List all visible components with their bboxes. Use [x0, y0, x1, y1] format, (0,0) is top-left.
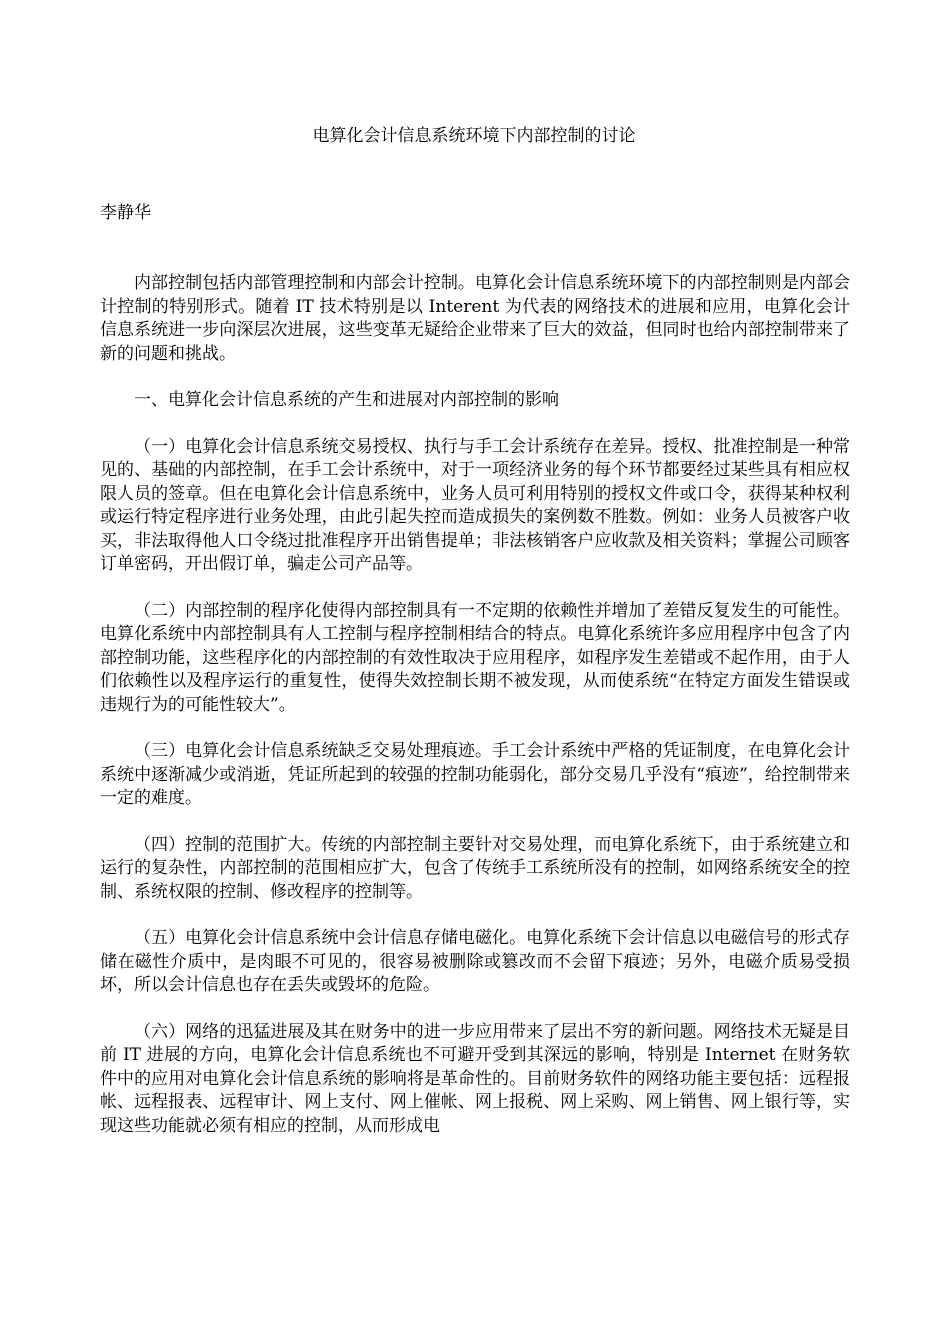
intro-paragraph: 内部控制包括内部管理控制和内部会计控制。电算化会计信息系统环境下的内部控制则是内部会计控制的特别形式。随着 IT 技术特别是以 Interent 为代表的网络技术的进展和应用，电算化会计信息系统进一步向深层次进展，这些变革无疑给企业带来了巨大的效益，但同时也给内部控制带来了新的问题和挑战。: [100, 273, 850, 364]
author-name: 李静华: [100, 203, 151, 223]
body-paragraph-4: （四）控制的范围扩大。传统的内部控制主要针对交易处理，而电算化系统下，由于系统建立和运行的复杂性，内部控制的范围相应扩大，包含了传统手工系统所没有的控制，如网络系统安全的控制、系统权限的控制、修改程序的控制等。: [100, 834, 850, 902]
document-body: [100, 272, 850, 1161]
body-paragraph-2: （二）内部控制的程序化使得内部控制具有一不定期的依赖性并增加了差错反复发生的可能性。电算化系统中内部控制具有人工控制与程序控制相结合的特点。电算化系统许多应用程序中包含了内部控制功能，这些程序化的内部控制的有效性取决于应用程序，如程序发生差错或不起作用，由于人们依赖性以及程序运行的重复性，使得失效控制长期不被发现，从而使系统“在特定方面发生错误或违规行为的可能性较大”。: [100, 600, 850, 715]
body-paragraph-5: （五）电算化会计信息系统中会计信息存储电磁化。电算化系统下会计信息以电磁信号的形式存储在磁性介质中，是肉眼不可见的，很容易被删除或篡改而不会留下痕迹；另外，电磁介质易受损坏，所以会计信息也存在丢失或毁坏的危险。: [100, 928, 850, 995]
body-paragraph-1: （一）电算化会计信息系统交易授权、执行与手工会计系统存在差异。授权、批准控制是一种常见的、基础的内部控制，在手工会计系统中，对于一项经济业务的每个环节都要经过某些具有相应权限人员的签章。但在电算化会计信息系统中，业务人员可利用特别的授权文件或口令，获得某种权利或运行特定程序进行业务处理，由此引起失控而造成损失的案例数不胜数。例如：业务人员被客户收买，非法取得他人口令绕过批准程序开出销售提单；非法核销客户应收款及相关资料；掌握公司顾客订单密码，开出假订单，骗走公司产品等。: [100, 436, 850, 574]
body-paragraph-3: （三）电算化会计信息系统缺乏交易处理痕迹。手工会计系统中严格的凭证制度，在电算化会计系统中逐渐减少或消逝，凭证所起到的较强的控制功能弱化，部分交易几乎没有“痕迹”，给控制带来一定的难度。: [100, 741, 850, 808]
body-paragraph-6: （六）网络的迅猛进展及其在财务中的进一步应用带来了层出不穷的新问题。网络技术无疑是目前 IT 进展的方向，电算化会计信息系统也不可避开受到其深远的影响，特别是 Internet 在财务软件中的应用对电算化会计信息系统的影响将是革命性的。目前财务软件的网络功能主要包括：远程报帐、远程报表、远程审计、网上支付、网上催帐、网上报税、网上采购、网上销售、网上银行等，实现这些功能就必须有相应的控制，从而形成电: [100, 1021, 850, 1136]
section-heading: 一、电算化会计信息系统的产生和进展对内部控制的影响: [134, 390, 559, 410]
document-title: 电算化会计信息系统环境下内部控制的讨论: [312, 126, 636, 146]
